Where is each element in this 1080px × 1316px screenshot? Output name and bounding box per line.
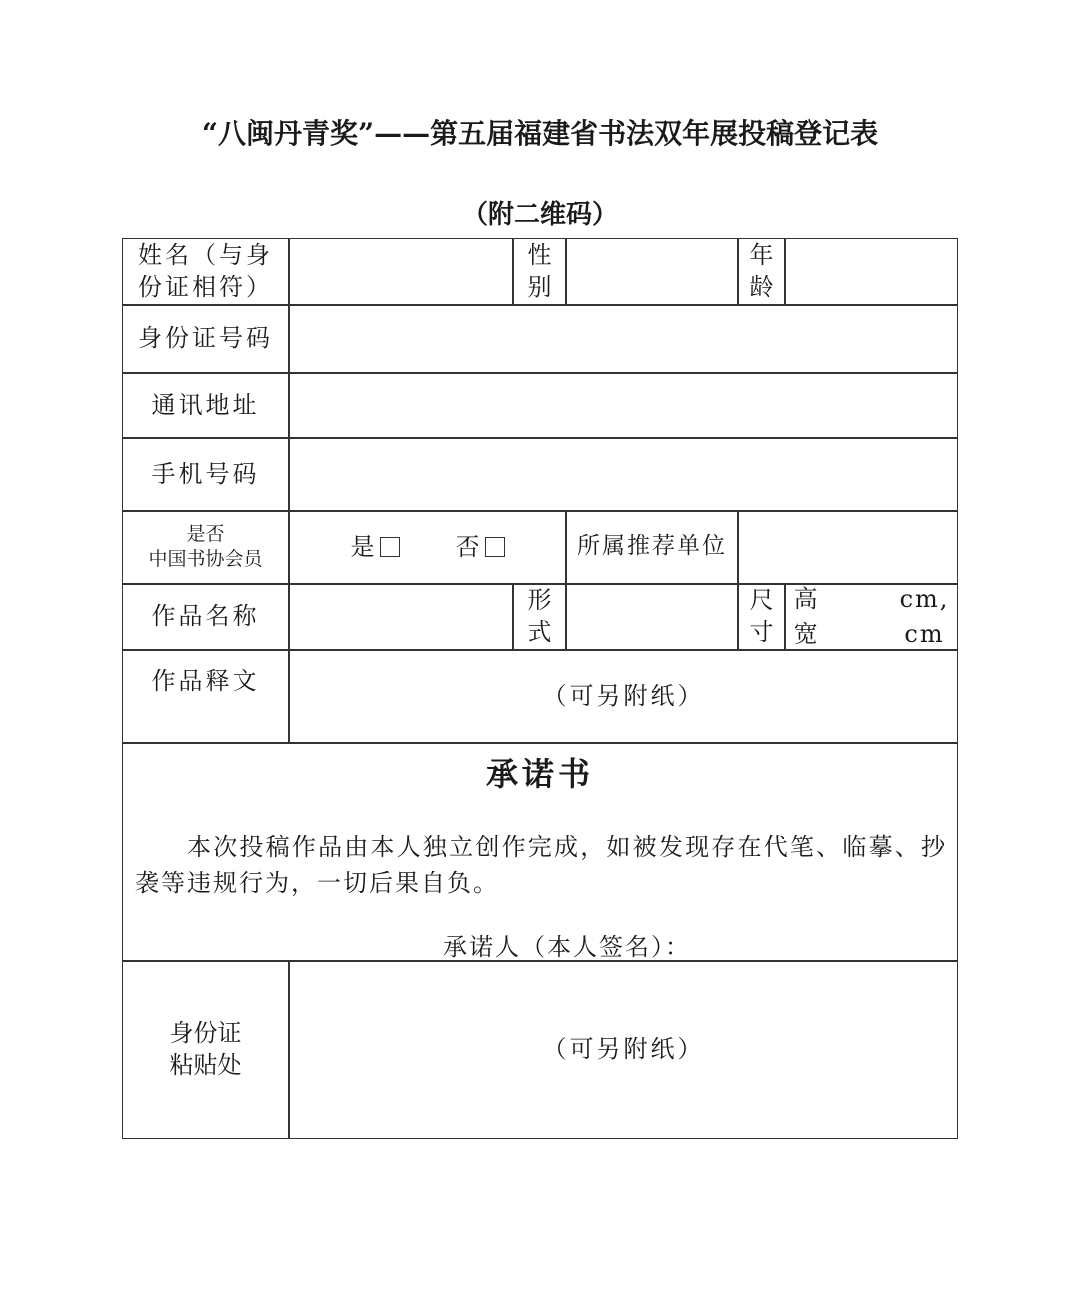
size-label-2: 寸 bbox=[749, 617, 774, 646]
form-label bbox=[514, 584, 565, 649]
size-label bbox=[739, 584, 784, 649]
name-label bbox=[123, 239, 288, 304]
name-field[interactable] bbox=[290, 239, 512, 304]
id-number-field[interactable] bbox=[290, 305, 957, 372]
phone-field[interactable] bbox=[290, 438, 957, 510]
id-paste-area[interactable] bbox=[290, 961, 957, 1138]
form-label-2: 式 bbox=[527, 617, 552, 646]
recommend-unit-field[interactable] bbox=[739, 511, 957, 583]
pledge-signature-label: 承诺人（本人签名）： bbox=[443, 933, 691, 961]
recommend-unit-label: 所属推荐单位 bbox=[577, 533, 727, 560]
form-field[interactable] bbox=[567, 584, 737, 649]
interpretation-note: （可另附纸） bbox=[542, 681, 705, 710]
address-label: 通讯地址 bbox=[151, 390, 260, 419]
id-paste-label-line1: 身份证 bbox=[169, 1019, 242, 1048]
pledge-title: 承诺书 bbox=[485, 755, 594, 793]
gender-field[interactable] bbox=[567, 239, 737, 304]
id-number-label: 身份证号码 bbox=[138, 324, 273, 353]
interpretation-field[interactable] bbox=[290, 650, 957, 742]
height-unit: cm, bbox=[899, 585, 950, 614]
gender-label bbox=[514, 239, 565, 304]
height-label: 高 bbox=[793, 585, 820, 614]
gender-label-1: 性 bbox=[527, 241, 552, 270]
row-divider bbox=[123, 742, 957, 744]
work-name-label: 作品名称 bbox=[151, 602, 260, 631]
age-label bbox=[739, 239, 784, 304]
phone-label: 手机号码 bbox=[151, 459, 260, 488]
age-field[interactable] bbox=[786, 239, 957, 304]
work-name-field[interactable] bbox=[290, 584, 512, 649]
size-label-1: 尺 bbox=[749, 586, 774, 615]
member-yes-option[interactable] bbox=[351, 531, 400, 563]
form-title: “八闽丹青奖”——第五届福建省书法双年展投稿登记表 bbox=[201, 117, 879, 150]
name-label-line2: 份证相符） bbox=[138, 272, 273, 301]
member-label-line1: 是否 bbox=[186, 523, 225, 546]
member-label-line2: 中国书协会员 bbox=[148, 548, 263, 570]
member-no-label: 否 bbox=[455, 532, 483, 561]
form-subtitle: （附二维码） bbox=[461, 200, 618, 230]
size-field[interactable] bbox=[786, 584, 957, 649]
interpretation-label: 作品释文 bbox=[151, 666, 260, 695]
width-label: 宽 bbox=[793, 619, 820, 648]
form-label-1: 形 bbox=[527, 586, 552, 615]
member-yes-label: 是 bbox=[350, 532, 378, 561]
member-no-checkbox[interactable] bbox=[485, 537, 505, 557]
age-label-1: 年 bbox=[749, 241, 774, 270]
registration-table bbox=[122, 238, 958, 1139]
member-choice bbox=[290, 511, 565, 583]
address-field[interactable] bbox=[290, 373, 957, 437]
name-label-line1: 姓名（与身 bbox=[138, 241, 273, 270]
member-yes-checkbox[interactable] bbox=[380, 537, 400, 557]
member-label bbox=[123, 511, 288, 583]
id-paste-label bbox=[123, 961, 288, 1138]
member-no-option[interactable] bbox=[456, 531, 505, 563]
pledge-text: 本次投稿作品由本人独立创作完成，如被发现存在代笔、临摹、抄袭等违规行为，一切后果自负。 bbox=[135, 833, 947, 897]
width-unit: cm bbox=[904, 619, 945, 648]
id-paste-label-line2: 粘贴处 bbox=[169, 1050, 242, 1079]
age-label-2: 龄 bbox=[749, 272, 774, 301]
id-paste-note: （可另附纸） bbox=[542, 1035, 705, 1064]
gender-label-2: 别 bbox=[527, 272, 552, 301]
